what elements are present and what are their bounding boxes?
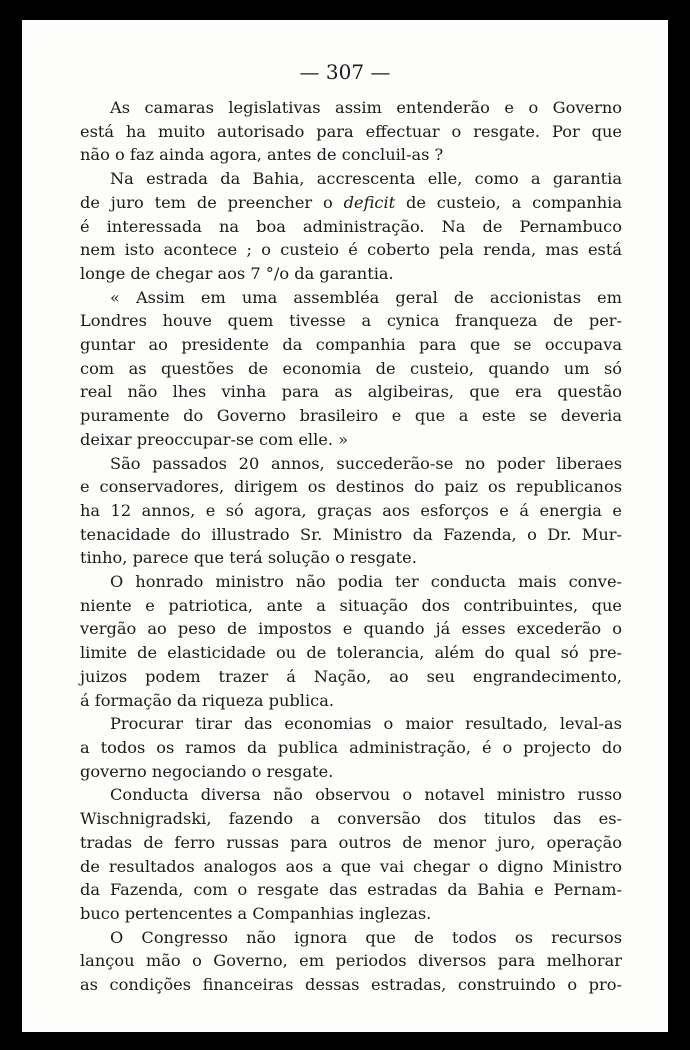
paragraph-3 xyxy=(80,286,622,452)
text-line: niente e patriotica, ante a situação dos contribuintes, que xyxy=(80,595,622,615)
text-line: a todos os ramos da publica administração, é o projecto do xyxy=(80,737,622,757)
text-line-with-italic xyxy=(80,191,622,215)
paragraph-6 xyxy=(80,712,622,783)
text-line: Conducta diversa não observou o notavel ministro russo xyxy=(110,785,622,805)
text-line: « Assim em uma assembléa geral de accionistas em xyxy=(110,287,622,307)
text-line: limite de elasticidade ou de tolerancia, além do qual só pre- xyxy=(80,643,622,663)
paragraph-7 xyxy=(80,783,622,925)
text-line: da Fazenda, com o resgate das estradas da Bahia e Pernam- xyxy=(80,880,622,900)
paragraph-2 xyxy=(80,167,622,286)
body-text xyxy=(80,96,622,997)
text-line: as condições financeiras dessas estradas, construindo o pro- xyxy=(80,975,622,995)
text-line: á formação da riqueza publica. xyxy=(80,690,335,710)
italic-word: deficit xyxy=(343,192,396,212)
text-line: juizos podem trazer á Nação, ao seu engrandecimento, xyxy=(80,666,622,686)
text-line: tradas de ferro russas para outros de menor juro, operação xyxy=(80,832,622,852)
text-line: Wischnigradski, fazendo a conversão dos titulos das es- xyxy=(80,809,622,829)
text-line: tinho, parece que terá solução o resgate. xyxy=(80,548,417,568)
text-line: lançou mão o Governo, em periodos diversos para melhorar xyxy=(80,951,622,971)
text-fragment: de custeio, a companhia xyxy=(406,192,622,212)
text-line: Londres houve quem tivesse a cynica franqueza de per- xyxy=(80,311,622,331)
text-line: não o faz ainda agora, antes de concluil-as ? xyxy=(80,145,444,165)
page-number: — 307 — xyxy=(299,60,391,84)
text-line: buco pertencentes a Companhias inglezas. xyxy=(80,903,432,923)
text-line: O honrado ministro não podia ter conducta mais conve- xyxy=(110,572,622,592)
text-line: nem isto acontece ; o custeio é coberto pela renda, mas está xyxy=(80,240,622,260)
text-line: está ha muito autorisado para effectuar o resgate. Por que xyxy=(80,121,622,141)
text-line: vergão ao peso de impostos e quando já esses excederão o xyxy=(80,619,622,639)
text-line: com as questões de economia de custeio, quando um só xyxy=(80,358,622,378)
text-line: guntar ao presidente da companhia para que se occupava xyxy=(80,335,622,355)
text-fragment: de juro tem de preencher o xyxy=(80,192,333,212)
paragraph-8 xyxy=(80,926,622,997)
text-line: São passados 20 annos, succederão-se no poder liberaes xyxy=(110,453,622,473)
text-line: longe de chegar aos 7 °/o da garantia. xyxy=(80,263,394,283)
text-line: de resultados analogos aos a que vai chegar o digno Ministro xyxy=(80,856,622,876)
text-line: O Congresso não ignora que de todos os recursos xyxy=(110,927,622,947)
text-line: Procurar tirar das economias o maior resultado, leval-as xyxy=(110,714,622,734)
text-line: puramente do Governo brasileiro e que a este se deveria xyxy=(80,406,622,426)
text-line: governo negociando o resgate. xyxy=(80,761,334,781)
text-line: ha 12 annos, e só agora, graças aos esforços e á energia e xyxy=(80,500,622,520)
text-line: é interessada na boa administração. Na de Pernambuco xyxy=(80,216,622,236)
paragraph-1 xyxy=(80,96,622,167)
text-line: e conservadores, dirigem os destinos do paiz os republicanos xyxy=(80,477,622,497)
document-page xyxy=(22,20,668,1032)
text-line: tenacidade do illustrado Sr. Ministro da Fazenda, o Dr. Mur- xyxy=(80,524,622,544)
text-line: real não lhes vinha para as algibeiras, que era questão xyxy=(80,382,622,402)
text-line: As camaras legislativas assim entenderão e o Governo xyxy=(110,98,622,117)
text-line: deixar preoccupar-se com elle. » xyxy=(80,429,349,449)
paragraph-5 xyxy=(80,570,622,712)
text-line: Na estrada da Bahia, accrescenta elle, como a garantia xyxy=(110,169,622,189)
paragraph-4 xyxy=(80,452,622,571)
